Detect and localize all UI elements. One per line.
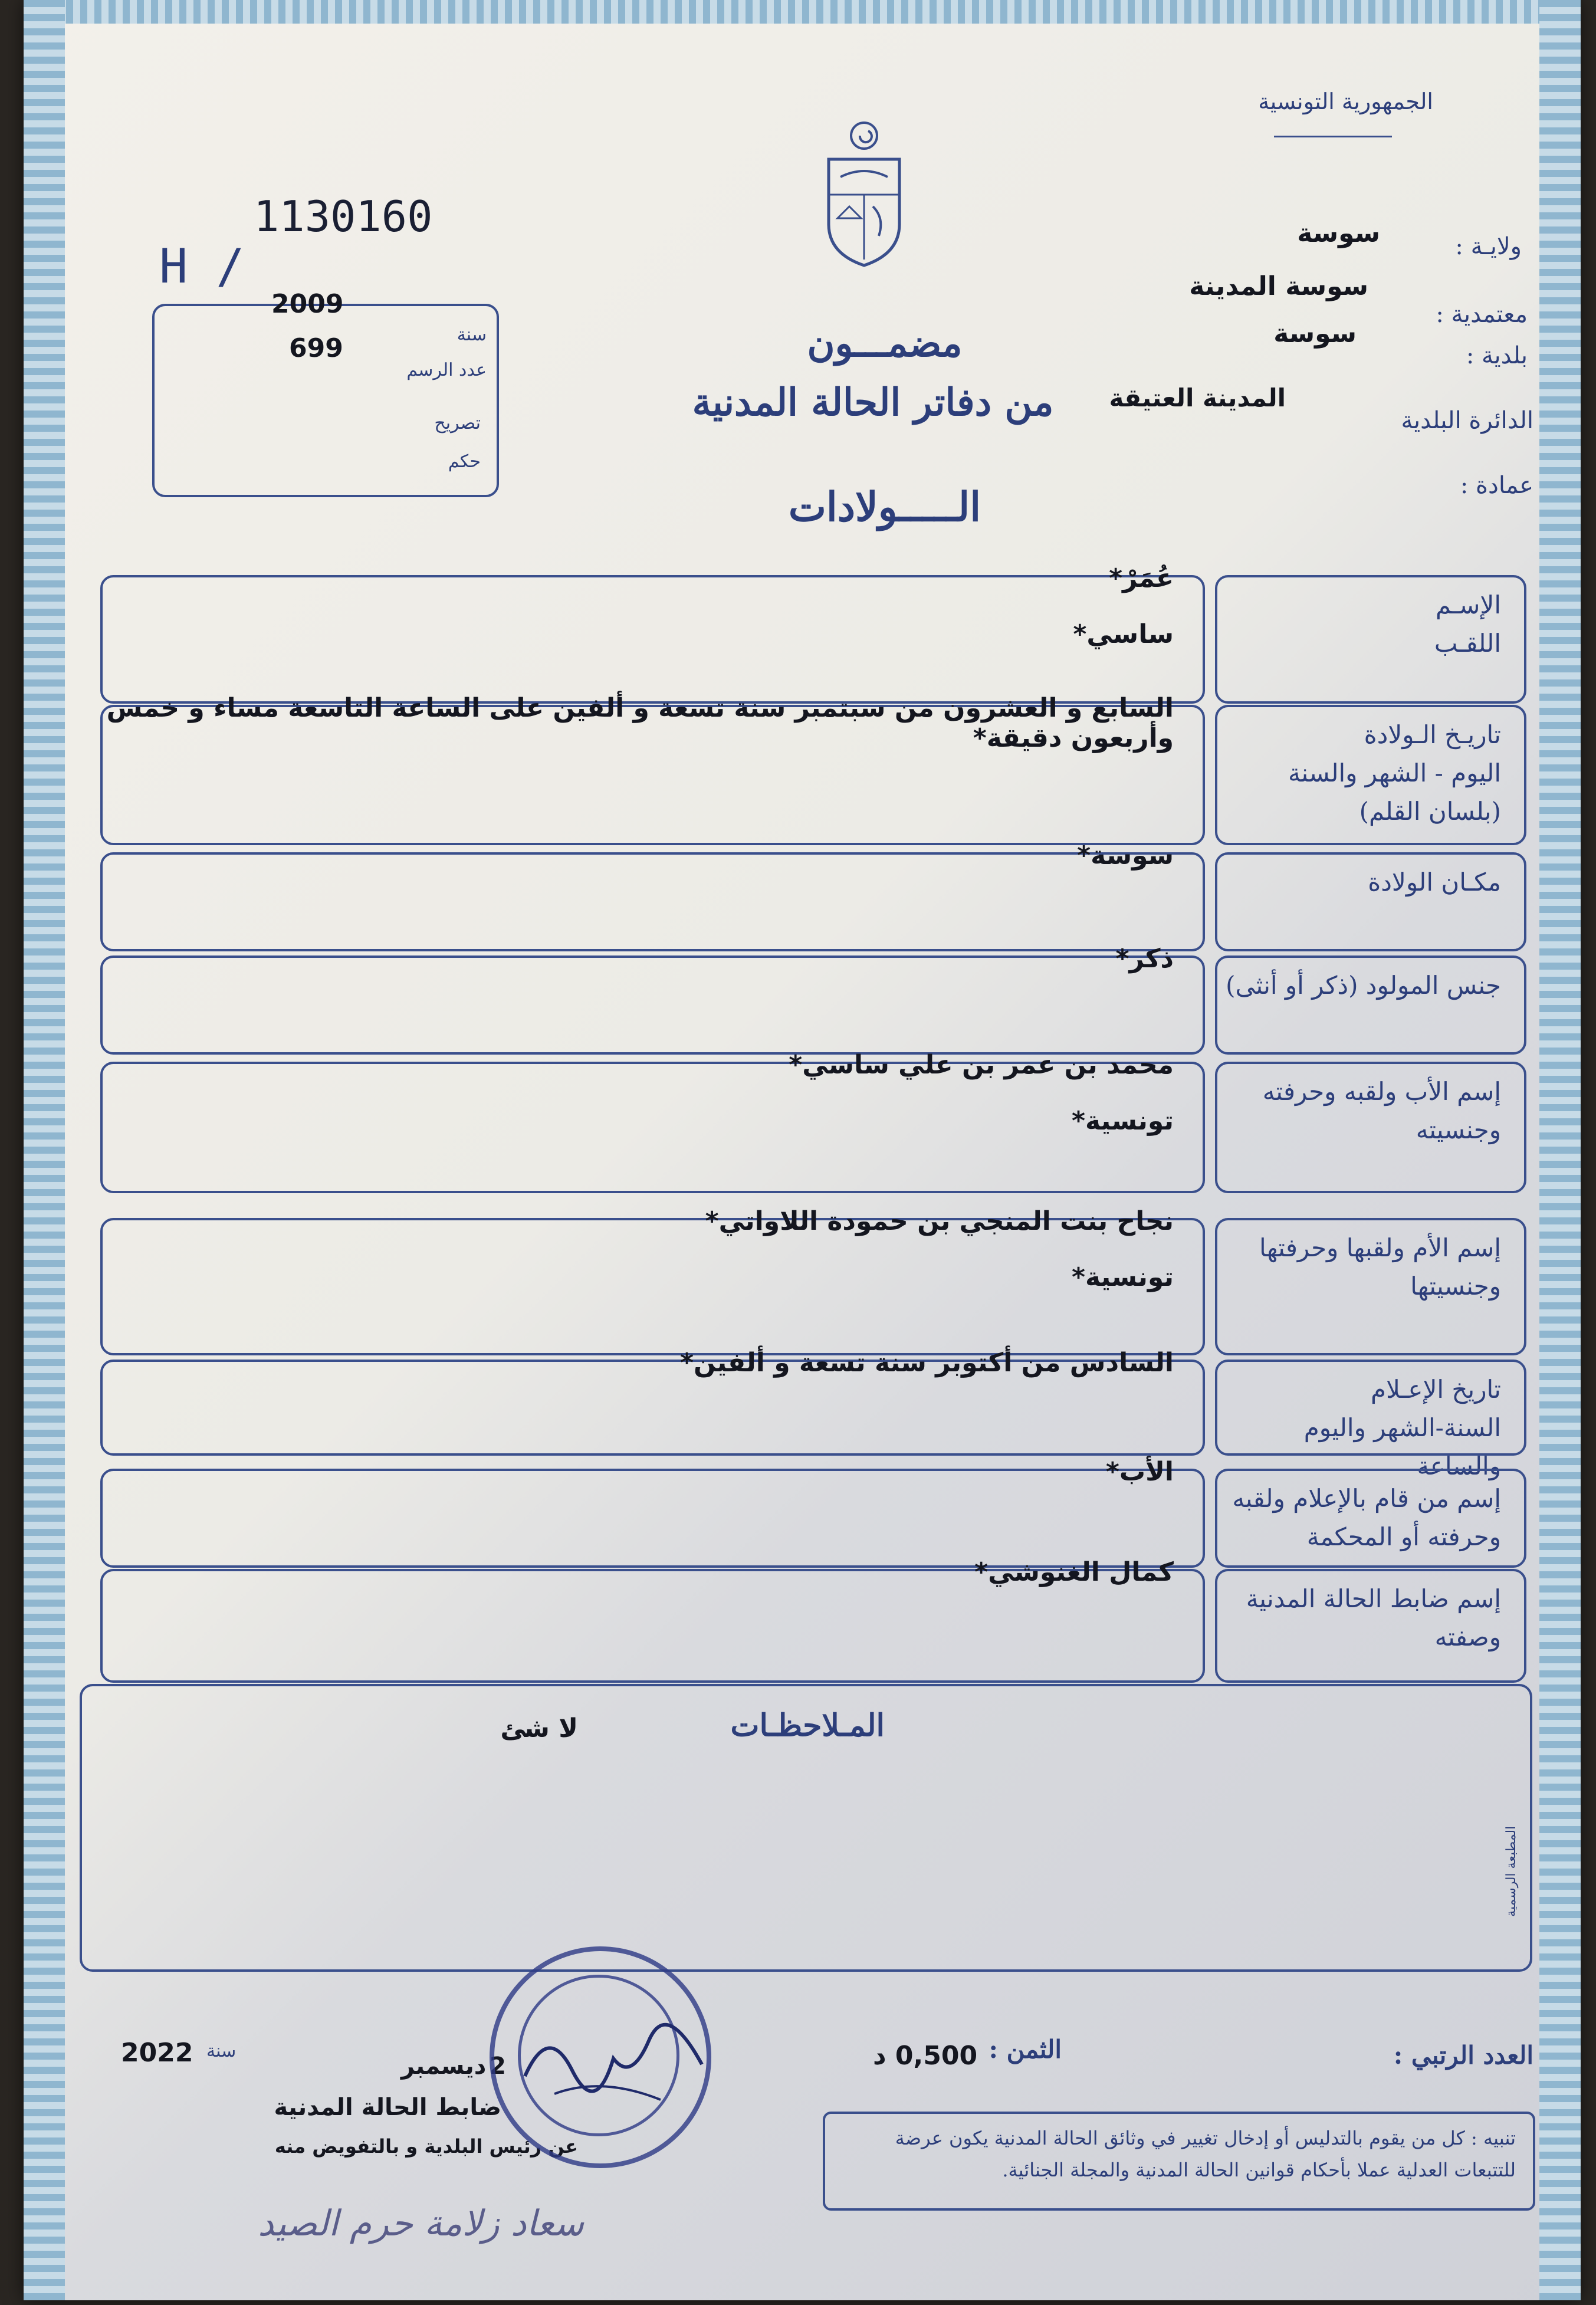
daira-value: المدينة العتيقة (1109, 383, 1286, 412)
handwritten-signature (519, 2005, 708, 2112)
declaration-label: تصريح (434, 413, 481, 434)
footer-year-value: 2022 (121, 2038, 193, 2068)
field-label: جنس المولود (ذكر أو أنثى) (1226, 971, 1501, 1000)
number-value: 699 (289, 333, 343, 363)
title-madmoun: مضمـــون (807, 321, 963, 366)
field-label: تاريـخ الـولادة اليوم - الشهر والسنة (بلسان القلم) (1288, 720, 1501, 826)
officer-title: ضابط الحالة المدنية (274, 2094, 501, 2121)
omada-label: عمادة : (1460, 472, 1533, 499)
price-label: الثمن : (989, 2035, 1062, 2064)
field-value: ذكر* (1115, 944, 1174, 974)
field-value: تونسية* (1071, 1106, 1174, 1136)
officer-delegation: عن رئيس البلدية و بالتفويض منه (274, 2135, 578, 2158)
field-value: سوسة* (1077, 840, 1174, 871)
number-label: عدد الرسم (406, 360, 487, 380)
field-label: إسم الأب ولقبه وحرفته وجنسيته (1262, 1077, 1501, 1145)
field-value: عُمَرْ* (1109, 563, 1174, 593)
field-value: ساسي* (1073, 619, 1174, 649)
year-value: 2009 (271, 289, 344, 319)
title-registers: من دفاتر الحالة المدنية (692, 380, 1054, 425)
printer-mark: المطبعة الرسمية (1504, 1825, 1519, 1917)
date-day: 2 (490, 2053, 506, 2080)
field-value: محمد بن عمر بن علي ساسي* (789, 1050, 1174, 1080)
tunisia-coat-of-arms-icon (820, 118, 908, 271)
footer-year-label: سنة (206, 2041, 237, 2061)
warning-text: تنبيه : كل من يقوم بالتدليس أو إدخال تغيير في وثائق الحالة المدنية يكون عرضة للتتبعات العدلية عملا بأحكام قوانين الحالة المدنية والمجلة الجنائية. (895, 2127, 1516, 2182)
field-value: السادس من أكتوبر سنة تسعة و ألفين* (680, 1348, 1174, 1378)
series-prefix: H / (159, 239, 245, 294)
mootamadia-label: معتمدية : (1436, 301, 1528, 328)
field-label: مكـان الولادة (1368, 868, 1501, 897)
field-label: الإسـم اللقـب (1434, 590, 1501, 658)
field-label: إسم الأم ولقبها وحرفتها وجنسيتها (1259, 1233, 1501, 1301)
field-value: تونسية* (1071, 1262, 1174, 1292)
remarks-value: لا شئ (500, 1713, 578, 1743)
wilaya-value: سوسة (1297, 218, 1380, 248)
officer-name: سعاد زلامة حرم الصيد (258, 2203, 584, 2244)
field-value: السابع و العشرون من سبتمبر سنة تسعة و ألفين على الساعة التاسعة مساء و خمس وأربعون دقيقة* (106, 693, 1174, 753)
year-label: سنة (457, 324, 487, 345)
field-value: نجاح بنت المنجي بن حمودة اللاواتي* (705, 1206, 1174, 1236)
header-divider (1274, 136, 1392, 137)
serial-number: 1130160 (254, 192, 433, 241)
remarks-label: المـلاحظـات (730, 1708, 885, 1743)
field-label: إسم ضابط الحالة المدنية وصفته (1246, 1584, 1501, 1652)
mootamadia-value: سوسة المدينة (1189, 271, 1368, 301)
date-month: ديسمبر (401, 2053, 487, 2080)
daira-label: الدائرة البلدية (1401, 407, 1533, 434)
price-value: 0,500 د (873, 2041, 978, 2071)
field-value: الأب* (1105, 1457, 1174, 1487)
order-number-label: العدد الرتبي : (1393, 2041, 1533, 2070)
republic-heading: الجمهورية التونسية (1258, 88, 1433, 114)
baladia-label: بلدية : (1466, 342, 1528, 369)
baladia-value: سوسة (1273, 319, 1357, 349)
judgment-label: حكم (448, 451, 481, 472)
decorative-border-right (1539, 0, 1581, 2300)
wilaya-label: ولايـة : (1455, 233, 1522, 260)
field-label: تاريخ الإعـلام السنة-الشهر واليوم والساعة (1303, 1375, 1501, 1481)
title-births: الـــــولادات (788, 484, 981, 531)
field-value: كمال الغنوشي* (974, 1557, 1174, 1587)
decorative-border-top (24, 0, 1581, 24)
decorative-border-left (24, 0, 65, 2300)
field-label: إسم من قام بالإعلام ولقبه وحرفته أو المحكمة (1232, 1484, 1501, 1552)
